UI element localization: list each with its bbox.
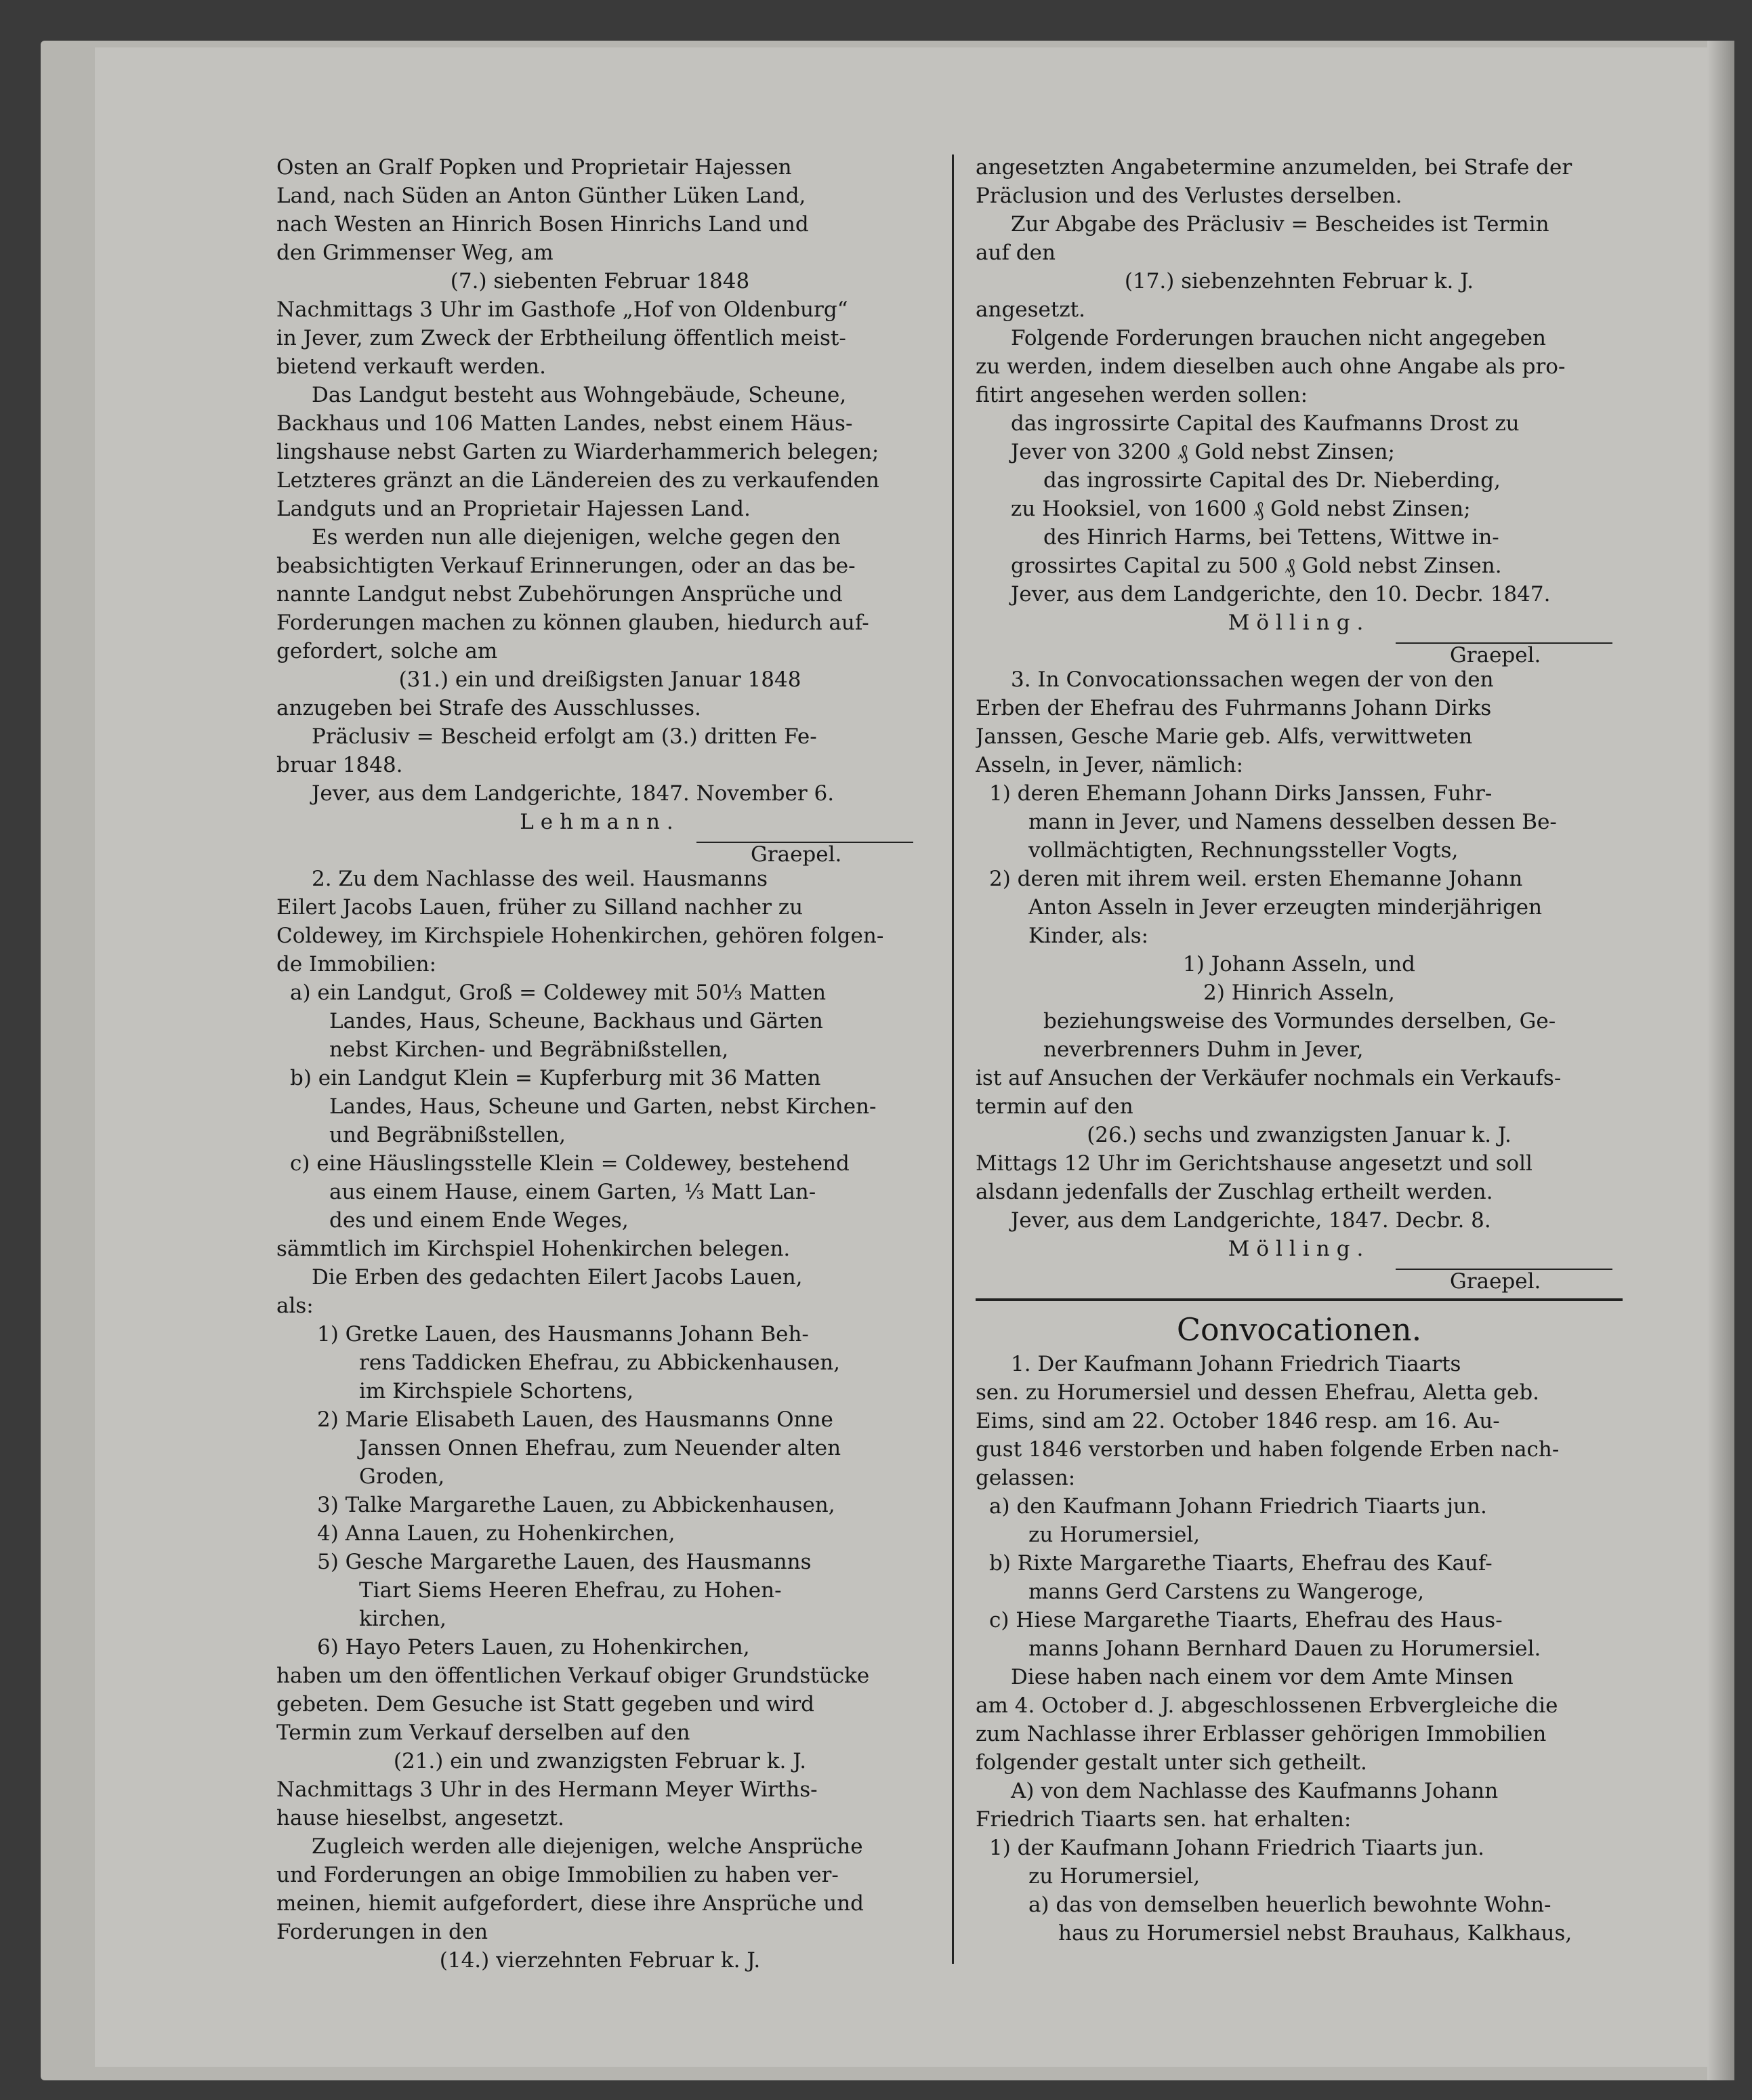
text-line: als: [276, 1294, 314, 1318]
claim-line: zu Hooksiel, von 1600 ₰ Gold nebst Zinsen; [1011, 497, 1471, 521]
place-date-line: Jever, aus dem Landgerichte, den 10. Decbr. 1847. [1011, 582, 1551, 606]
text-line: nach Westen an Hinrich Bosen Hinrichs Land und [276, 212, 809, 236]
text-line: zum Nachlasse ihrer Erblasser gehörigen Immobilien [976, 1722, 1547, 1746]
text-line: Osten an Gralf Popken und Proprietair Hajessen [276, 155, 792, 180]
list-item: a) den Kaufmann Johann Friedrich Tiaarts jun. [989, 1494, 1487, 1519]
text-line: Diese haben nach einem vor dem Amte Minsen [1011, 1665, 1514, 1689]
clerk-row [976, 637, 1623, 665]
clerk-name: Graepel. [1450, 643, 1541, 667]
list-item: Groden, [359, 1464, 445, 1489]
list-item: Landes, Haus, Scheune, Backhaus und Gärten [329, 1009, 823, 1033]
text-line: fitirt angesehen werden sollen: [976, 383, 1308, 407]
list-item: c) Hiese Margarethe Tiaarts, Ehefrau des Haus- [989, 1608, 1503, 1632]
text-line: hause hieselbst, angesetzt. [276, 1806, 564, 1830]
left-column [276, 153, 923, 1975]
text-line: bietend verkauft werden. [276, 354, 546, 379]
text-line: Land, nach Süden an Anton Günther Lüken Land, [276, 184, 806, 208]
clerk-row [276, 836, 923, 865]
list-item: zu Horumersiel, [1028, 1864, 1201, 1889]
list-item: 2) Marie Elisabeth Lauen, des Hausmanns Onne [317, 1407, 833, 1432]
text-line: Backhaus und 106 Matten Landes, nebst einem Häus- [276, 411, 853, 436]
list-item: a) ein Landgut, Groß = Coldewey mit 50⅓ Matten [290, 981, 827, 1005]
text-line: meinen, hiemit aufgefordert, diese ihre Ansprüche und [276, 1891, 864, 1916]
list-item: Janssen Onnen Ehefrau, zum Neuender alten [359, 1436, 841, 1460]
list-item: 1) der Kaufmann Johann Friedrich Tiaarts jun. [989, 1836, 1484, 1860]
list-item: kirchen, [359, 1607, 447, 1631]
text-line: Folgende Forderungen brauchen nicht angegeben [1011, 326, 1546, 350]
text-line: A) von dem Nachlasse des Kaufmanns Johann [1011, 1779, 1499, 1803]
text-line: Nachmittags 3 Uhr im Gasthofe „Hof von Oldenburg“ [276, 297, 848, 322]
list-item: Tiart Siems Heeren Ehefrau, zu Hohen- [359, 1578, 782, 1603]
text-line: ist auf Ansuchen der Verkäufer nochmals ein Verkaufs- [976, 1066, 1562, 1090]
list-item: rens Taddicken Ehefrau, zu Abbickenhausen, [359, 1351, 841, 1375]
text-line: lingshause nebst Garten zu Wiarderhammerich belegen; [276, 440, 879, 464]
place-date-line: Jever, aus dem Landgerichte, 1847. November 6. [312, 781, 835, 806]
text-line: am 4. October d. J. abgeschlossenen Erbvergleiche die [976, 1693, 1558, 1718]
text-line: Forderungen machen zu können glauben, hiedurch auf- [276, 611, 869, 635]
text-line: neverbrenners Duhm in Jever, [1043, 1037, 1364, 1062]
claim-line: Jever von 3200 ₰ Gold nebst Zinsen; [1011, 440, 1395, 464]
list-item: aus einem Hause, einem Garten, ⅓ Matt Lan- [329, 1180, 816, 1204]
text-line: termin auf den [976, 1094, 1133, 1119]
list-item: haus zu Horumersiel nebst Brauhaus, Kalkhaus, [1058, 1921, 1572, 1945]
list-item: im Kirchspiele Schortens, [359, 1379, 634, 1403]
text-line: angesetzten Angabetermine anzumelden, bei Strafe der [976, 155, 1572, 180]
text-line: und Forderungen an obige Immobilien zu haben ver- [276, 1863, 839, 1887]
text-line: beziehungsweise des Vormundes derselben, Ge- [1043, 1009, 1556, 1033]
list-item: c) eine Häuslingsstelle Klein = Coldewey, bestehend [290, 1151, 850, 1176]
text-line: in Jever, zum Zweck der Erbtheilung öffentlich meist- [276, 326, 846, 350]
text-line: Die Erben des gedachten Eilert Jacobs Lauen, [312, 1265, 803, 1290]
date-line: (17.) siebenzehnten Februar k. J. [1124, 269, 1474, 293]
list-item: manns Johann Bernhard Dauen zu Horumersiel. [1028, 1636, 1541, 1661]
list-item: 4) Anna Lauen, zu Hohenkirchen, [317, 1521, 675, 1546]
text-line: gust 1846 verstorben und haben folgende Erben nach- [976, 1437, 1560, 1462]
list-item: des und einem Ende Weges, [329, 1208, 629, 1233]
list-item: 2) deren mit ihrem weil. ersten Ehemanne Johann [989, 867, 1523, 891]
signature: Lehmann. [520, 810, 680, 834]
text-line: 1. Der Kaufmann Johann Friedrich Tiaarts [1011, 1352, 1461, 1376]
text-line: Es werden nun alle diejenigen, welche gegen den [312, 525, 841, 550]
text-line: Eilert Jacobs Lauen, früher zu Silland nachher zu [276, 895, 804, 920]
signature: Mölling. [1228, 611, 1371, 635]
text-line: den Grimmenser Weg, am [276, 241, 554, 265]
text-line: Mittags 12 Uhr im Gerichtshause angesetzt und soll [976, 1151, 1532, 1176]
list-item: 1) Gretke Lauen, des Hausmanns Johann Beh- [317, 1322, 809, 1346]
list-item: 1) Johann Asseln, und [1183, 952, 1415, 976]
list-item: Anton Asseln in Jever erzeugten minderjährigen [1028, 895, 1543, 920]
text-line: anzugeben bei Strafe des Ausschlusses. [276, 696, 701, 720]
text-line: Nachmittags 3 Uhr in des Hermann Meyer Wirths- [276, 1777, 818, 1802]
text-line: Landguts und an Proprietair Hajessen Land. [276, 497, 751, 521]
list-item: 2) Hinrich Asseln, [1203, 981, 1395, 1005]
text-line: auf den [976, 241, 1056, 265]
text-line: nannte Landgut nebst Zubehörungen Ansprüche und [276, 582, 843, 606]
list-item: b) Rixte Margarethe Tiaarts, Ehefrau des Kauf- [989, 1551, 1493, 1576]
date-line: (14.) vierzehnten Februar k. J. [439, 1948, 761, 1973]
claim-line: das ingrossirte Capital des Dr. Nieberding, [1043, 468, 1501, 493]
text-line: de Immobilien: [276, 952, 437, 976]
text-line: Präclusiv = Bescheid erfolgt am (3.) dritten Fe- [312, 724, 817, 749]
text-line: gefordert, solche am [276, 639, 498, 663]
list-item: mann in Jever, und Namens desselben dessen Be- [1028, 810, 1557, 834]
list-item: zu Horumersiel, [1028, 1523, 1201, 1547]
text-line: angesetzt. [976, 297, 1085, 322]
text-line: Das Landgut besteht aus Wohngebäude, Scheune, [312, 383, 847, 407]
list-item: Landes, Haus, Scheune und Garten, nebst Kirchen- [329, 1094, 877, 1119]
list-item: a) das von demselben heuerlich bewohnte Wohn- [1028, 1893, 1551, 1917]
list-item: nebst Kirchen- und Begräbnißstellen, [329, 1037, 729, 1062]
text-line: Janssen, Gesche Marie geb. Alfs, verwittweten [976, 724, 1473, 749]
text-line: Termin zum Verkauf derselben auf den [276, 1721, 690, 1745]
date-line: (7.) siebenten Februar 1848 [450, 269, 750, 293]
text-line: Eims, sind am 22. October 1846 resp. am 16. Au- [976, 1409, 1500, 1433]
page-fold [1707, 41, 1734, 2080]
text-line: Friedrich Tiaarts sen. hat erhalten: [976, 1807, 1352, 1832]
section-heading: Convocationen. [1176, 1311, 1422, 1348]
place-date-line: Jever, aus dem Landgerichte, 1847. Decbr. 8. [1011, 1208, 1491, 1233]
date-line: (31.) ein und dreißigsten Januar 1848 [398, 667, 801, 692]
right-column [976, 153, 1623, 1948]
clerk-row [976, 1263, 1623, 1292]
text-line: beabsichtigten Verkauf Erinnerungen, oder an das be- [276, 554, 856, 578]
list-item: und Begräbnißstellen, [329, 1123, 566, 1147]
list-item: manns Gerd Carstens zu Wangeroge, [1028, 1580, 1425, 1604]
list-item: 1) deren Ehemann Johann Dirks Janssen, Fuhr- [989, 781, 1493, 806]
text-line: gelassen: [976, 1466, 1076, 1490]
text-line: sen. zu Horumersiel und dessen Ehefrau, Aletta geb. [976, 1380, 1540, 1405]
text-line: folgender gestalt unter sich getheilt. [976, 1750, 1367, 1775]
text-line: sämmtlich im Kirchspiel Hohenkirchen belegen. [276, 1237, 791, 1261]
text-line: 2. Zu dem Nachlasse des weil. Hausmanns [312, 867, 768, 891]
list-item: Kinder, als: [1028, 924, 1149, 948]
text-line: Coldewey, im Kirchspiele Hohenkirchen, gehören folgen- [276, 924, 884, 948]
list-item: vollmächtigten, Rechnungssteller Vogts, [1028, 838, 1459, 863]
list-item: 5) Gesche Margarethe Lauen, des Hausmanns [317, 1550, 812, 1574]
text-line: Asseln, in Jever, nämlich: [976, 753, 1244, 777]
list-item: 6) Hayo Peters Lauen, zu Hohenkirchen, [317, 1635, 750, 1660]
claim-line: des Hinrich Harms, bei Tettens, Wittwe in- [1043, 525, 1499, 550]
text-line: Erben der Ehefrau des Fuhrmanns Johann Dirks [976, 696, 1492, 720]
date-line: (26.) sechs und zwanzigsten Januar k. J. [1087, 1123, 1511, 1147]
date-line: (21.) ein und zwanzigsten Februar k. J. [393, 1749, 807, 1773]
list-item: b) ein Landgut Klein = Kupferburg mit 36 Matten [290, 1066, 821, 1090]
column-divider [952, 155, 954, 1964]
text-line: Letzteres gränzt an die Ländereien des zu verkaufenden [276, 468, 879, 493]
clerk-name: Graepel. [1450, 1269, 1541, 1294]
text-line: Zugleich werden alle diejenigen, welche Ansprüche [312, 1834, 863, 1859]
signature: Mölling. [1228, 1237, 1371, 1261]
list-item: 3) Talke Margarethe Lauen, zu Abbickenhausen, [317, 1493, 835, 1517]
text-line: bruar 1848. [276, 753, 403, 777]
text-line: zu werden, indem dieselben auch ohne Angabe als pro- [976, 354, 1566, 379]
text-line: haben um den öffentlichen Verkauf obiger Grundstücke [276, 1664, 870, 1688]
text-line: gebeten. Dem Gesuche ist Statt gegeben und wird [276, 1692, 815, 1716]
text-line: alsdann jedenfalls der Zuschlag ertheilt werden. [976, 1180, 1493, 1204]
claim-line: grossirtes Capital zu 500 ₰ Gold nebst Zinsen. [1011, 554, 1502, 578]
text-line: Präclusion und des Verlustes derselben. [976, 184, 1402, 208]
text-line: Forderungen in den [276, 1920, 488, 1944]
clerk-name: Graepel. [751, 842, 842, 867]
claim-line: das ingrossirte Capital des Kaufmanns Drost zu [1011, 411, 1520, 436]
text-line: 3. In Convocationssachen wegen der von den [1011, 667, 1494, 692]
section-rule [976, 1298, 1623, 1301]
text-line: Zur Abgabe des Präclusiv = Bescheides ist Termin [1011, 212, 1549, 236]
